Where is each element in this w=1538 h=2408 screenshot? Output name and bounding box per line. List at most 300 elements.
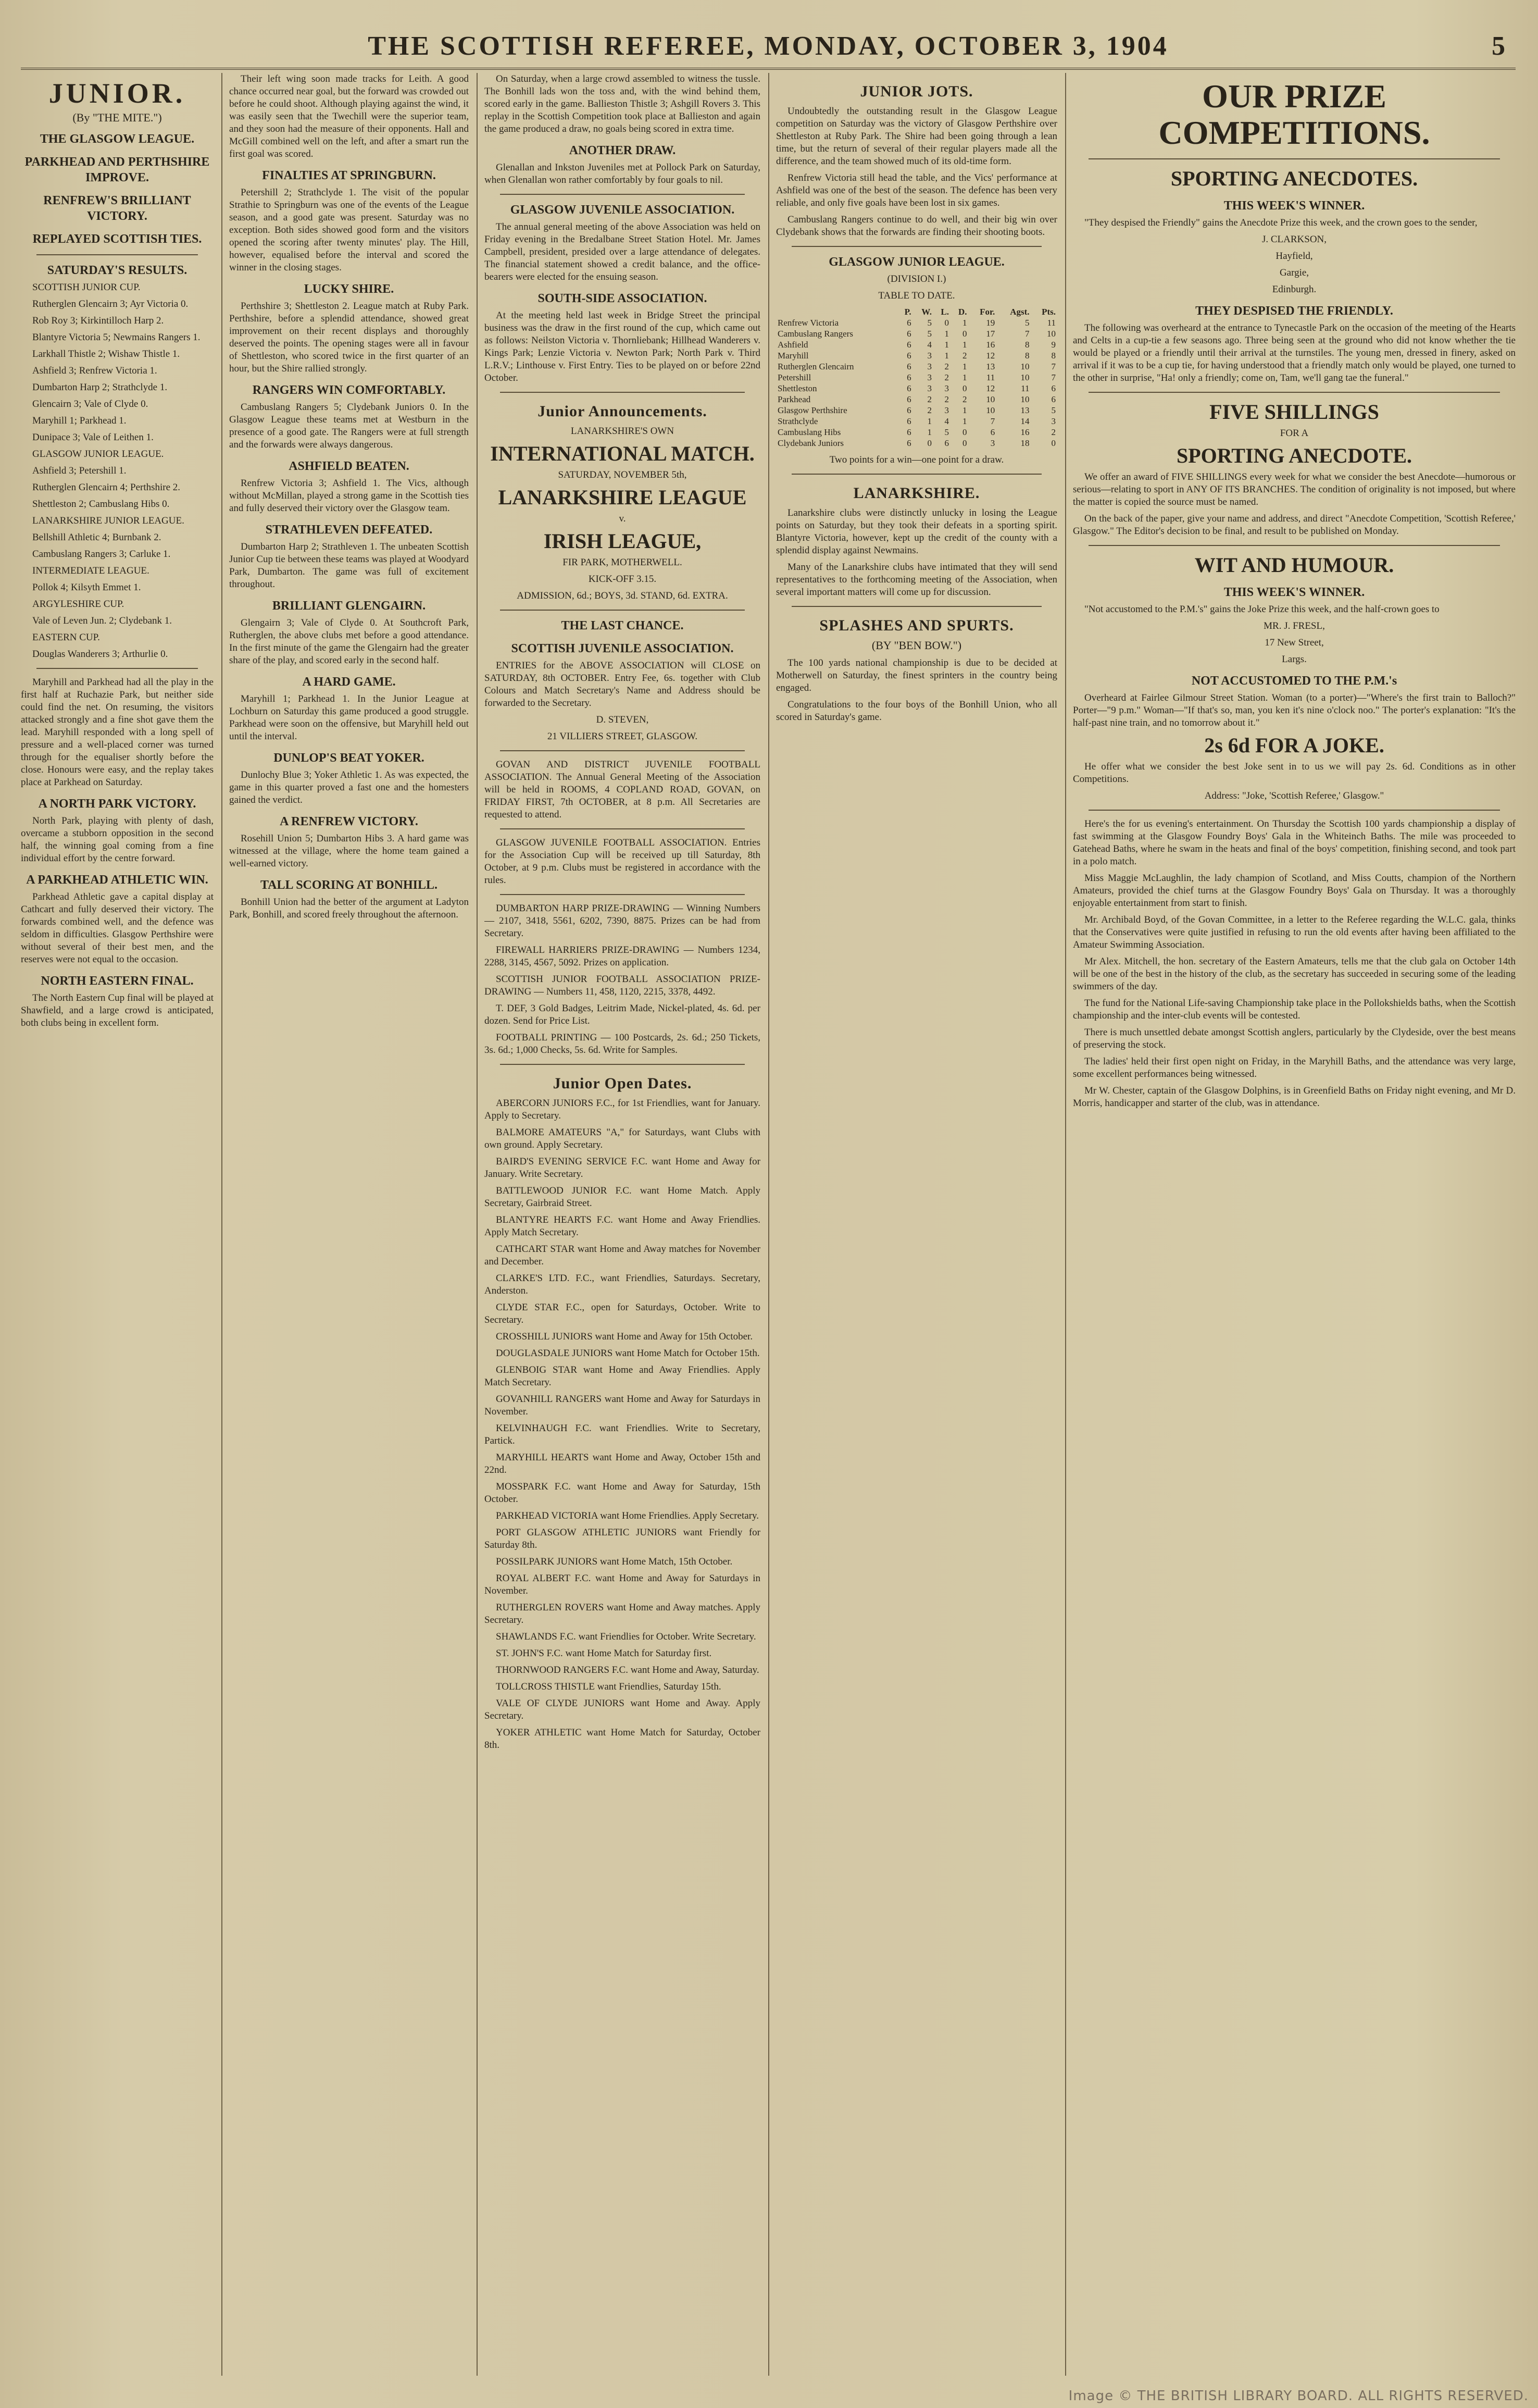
table-cell: 6 bbox=[944, 438, 949, 448]
open-date-item: PORT GLASGOW ATHLETIC JUNIORS want Friendly for Saturday 8th. bbox=[484, 1527, 760, 1550]
open-date-item: VALE OF CLYDE JUNIORS want Home and Away. Apply Secretary. bbox=[484, 1698, 760, 1721]
column-rule bbox=[221, 73, 222, 2376]
story-heading: THEY DESPISED THE FRIENDLY. bbox=[1195, 304, 1393, 318]
open-date-item: BALMORE AMATEURS "A," for Saturdays, want Clubs with own ground. Apply Secretary. bbox=[484, 1127, 760, 1150]
table-cell: 9 bbox=[1051, 340, 1056, 350]
table-cell: 2 bbox=[1051, 427, 1056, 437]
league-table-subheading: (DIVISION I.) bbox=[887, 274, 946, 284]
open-date-item: THORNWOOD RANGERS F.C. want Home and Away, Saturday. bbox=[496, 1665, 759, 1675]
winner-address: 17 New Street, bbox=[1265, 637, 1324, 648]
open-dates-heading: Junior Open Dates. bbox=[553, 1075, 692, 1092]
table-cell: Petershill bbox=[778, 373, 811, 382]
sporting-anecdotes-heading: SPORTING ANECDOTES. bbox=[1170, 167, 1418, 190]
divider bbox=[1089, 158, 1500, 159]
five-footer: On the back of the paper, give your name and address, and direct "Anecdote Competition, 'Scottish Referee,' Glasgow." The Editor's decision to be final, and result to be published on Monday. bbox=[1073, 513, 1516, 537]
open-date-item: BLANTYRE HEARTS F.C. want Home and Away Friendlies. Apply Match Secretary. bbox=[484, 1214, 760, 1238]
table-cell: 5 bbox=[927, 318, 932, 328]
table-cell: 11 bbox=[986, 373, 995, 382]
classified-item: T. DEF, 3 Gold Badges, Leitrim Made, Nickel-plated, 4s. 6d. per dozen. Send for Price List. bbox=[484, 1003, 760, 1026]
table-cell: Parkhead bbox=[778, 394, 811, 404]
headline: RENFREW'S BRILLIANT VICTORY. bbox=[43, 194, 191, 223]
result-line: Vale of Leven Jun. 2; Clydebank 1. bbox=[32, 615, 172, 626]
result-line: SCOTTISH JUNIOR CUP. bbox=[32, 282, 141, 293]
table-cell: 2 bbox=[944, 373, 949, 382]
winner-heading: THIS WEEK'S WINNER. bbox=[1223, 586, 1365, 599]
table-cell: 5 bbox=[1025, 318, 1030, 328]
article-text: Many of the Lanarkshire clubs have intimated that they will send representatives to the forthcoming meeting of the Association, when several important matters will come up for discussion. bbox=[776, 562, 1057, 598]
open-date-item: ROYAL ALBERT F.C. want Home and Away for Saturdays in November. bbox=[484, 1573, 760, 1596]
article-text: Their left wing soon made tracks for Leith. A good chance occurred near goal, but the forward was crowded out before he could shoot. Although playing against the wind, it was easily seen that the Twechill were the superior team, and they soon had the measure of their opponents. Hall and McGill combined well on the left, and after a smart run the first goal was scored. bbox=[229, 73, 469, 159]
divider bbox=[500, 894, 745, 895]
table-column-header: Agst. bbox=[1010, 307, 1030, 317]
article-text: Here's the for us evening's entertainment. On Thursday the Scottish 100 yards championship a display of fast swimming at the Glasgow Foundry Boys' Gala in the Whiteinch Baths. The mile was proceeded to Gatehead Baths, where he swam in the heats and final of the boys' competition, finishing second, and took part in a polo match. bbox=[1073, 818, 1516, 867]
article-text: Glengairn 3; Vale of Clyde 0. At Southcroft Park, Rutherglen, the above clubs met before a good attendance. In the first minute of the game the Glengairn had the greater share of the play, and scored early in the second half. bbox=[229, 617, 469, 666]
result-line: Shettleston 2; Cambuslang Hibs 0. bbox=[32, 499, 170, 510]
winner-name: J. CLARKSON, bbox=[1261, 234, 1327, 245]
result-line: EASTERN CUP. bbox=[32, 632, 100, 643]
result-line: Rutherglen Glencairn 3; Ayr Victoria 0. bbox=[32, 299, 189, 309]
table-cell: 2 bbox=[962, 394, 967, 404]
classified-item: SCOTTISH JUNIOR FOOTBALL ASSOCIATION PRIZE-DRAWING — Numbers 11, 458, 1120, 2215, 3378, 4492. bbox=[484, 974, 760, 997]
table-cell: 12 bbox=[986, 351, 995, 361]
table-cell: 1 bbox=[962, 373, 967, 382]
table-cell: 6 bbox=[907, 362, 911, 371]
article-text: The fund for the National Life-saving Championship take place in the Pollokshields baths, when the Scottish championship and the inter-club events will be contested. bbox=[1073, 998, 1516, 1021]
table-column-header: W. bbox=[921, 307, 932, 317]
winner-name: MR. J. FRESL, bbox=[1264, 620, 1325, 631]
divider bbox=[500, 610, 745, 611]
result-line: Rob Roy 3; Kirkintilloch Harp 2. bbox=[32, 315, 164, 326]
table-row bbox=[776, 317, 1057, 328]
table-cell: 6 bbox=[907, 318, 911, 328]
advert-international-match bbox=[484, 425, 760, 602]
column-prize-competitions bbox=[1073, 73, 1516, 2376]
table-cell: 3 bbox=[944, 383, 949, 393]
article-text: There is much unsettled debate amongst Scottish anglers, particularly by the Clydeside, over the best means of preserving the stock. bbox=[1073, 1027, 1516, 1050]
result-line: Ashfield 3; Petershill 1. bbox=[32, 465, 127, 476]
league-table bbox=[776, 306, 1057, 449]
article-heading: GLASGOW JUVENILE ASSOCIATION. bbox=[510, 203, 735, 217]
article-text: Rosehill Union 5; Dumbarton Hibs 3. A hard game was witnessed at the village, where the home team gained a well-earned victory. bbox=[229, 833, 469, 869]
table-cell: 1 bbox=[944, 340, 949, 350]
table-row bbox=[776, 339, 1057, 350]
table-cell: 1 bbox=[962, 405, 967, 415]
result-line: Rutherglen Glencairn 4; Perthshire 2. bbox=[32, 482, 181, 493]
ad-line: FIR PARK, MOTHERWELL. bbox=[562, 557, 682, 568]
table-cell: 1 bbox=[962, 340, 967, 350]
table-cell: 5 bbox=[944, 427, 949, 437]
article-heading: RANGERS WIN COMFORTABLY. bbox=[252, 383, 446, 397]
table-cell: 1 bbox=[927, 416, 932, 426]
table-cell: 10 bbox=[1020, 394, 1030, 404]
table-cell: 1 bbox=[962, 416, 967, 426]
table-cell: Glasgow Perthshire bbox=[778, 405, 847, 415]
table-cell: 2 bbox=[944, 394, 949, 404]
table-cell: 10 bbox=[1047, 329, 1056, 339]
table-cell: 1 bbox=[927, 427, 932, 437]
result-line: ARGYLESHIRE CUP. bbox=[32, 599, 124, 610]
result-line: Cambuslang Rangers 3; Carluke 1. bbox=[32, 549, 171, 560]
table-cell: 0 bbox=[1051, 438, 1056, 448]
ad-line: LANARKSHIRE'S OWN bbox=[570, 426, 674, 437]
article-text: Perthshire 3; Shettleston 2. League match at Ruby Park. Perthshire, before a splendid attendance, showed great improvement on their recent displays and thoroughly deserved the points. The opening stages were all in favour of Shettleston, who scored twice in the first quarter of an hour, but the Shire rallied strongly. bbox=[229, 301, 469, 374]
table-cell: 14 bbox=[1020, 416, 1030, 426]
divider bbox=[500, 1064, 745, 1065]
table-cell: 0 bbox=[962, 383, 967, 393]
winner-intro: "Not accustomed to the P.M.'s" gains the Joke Prize this week, and the half-crown goes to bbox=[1084, 604, 1440, 615]
table-cell: 3 bbox=[927, 362, 932, 371]
story-text: The following was overheard at the entrance to Tynecastle Park on the occasion of the meeting of the Hearts and Celts in a cup-tie a few seasons ago. Three being seen at the ground who did not know whether the tie would be played or a friendly until their arrival at the turnstiles. The young men, dressed in finery, asked on arrival if it was to be a cup tie, for having understood that a friendly match only would be played, one turned to the other in surprise, "Ha! only a friendly; come on, Tam, we'll gang tae the funeral." bbox=[1073, 322, 1516, 383]
winner-intro: "They despised the Friendly" gains the Anecdote Prize this week, and the crown goes to the sender, bbox=[1084, 217, 1478, 228]
result-line: Dumbarton Harp 2; Strathclyde 1. bbox=[32, 382, 168, 393]
result-line: LANARKSHIRE JUNIOR LEAGUE. bbox=[32, 515, 184, 526]
table-cell: 2 bbox=[962, 351, 967, 361]
ad-team: IRISH LEAGUE, bbox=[543, 529, 702, 553]
byline: (By "THE MITE.") bbox=[72, 111, 162, 124]
table-cell: 0 bbox=[927, 438, 932, 448]
headline: PARKHEAD AND PERTHSHIRE IMPROVE. bbox=[24, 155, 210, 184]
article-text: The 100 yards national championship is due to be decided at Motherwell on Saturday, the finest sprinters in the country being engaged. bbox=[776, 657, 1057, 693]
divider bbox=[500, 194, 745, 195]
article-heading: BRILLIANT GLENGAIRN. bbox=[272, 599, 426, 613]
table-cell: 0 bbox=[944, 318, 949, 328]
joke-address: Address: "Joke, 'Scottish Referee,' Glasgow." bbox=[1204, 790, 1384, 801]
table-row bbox=[776, 394, 1057, 405]
article-text: The North Eastern Cup final will be played at Shawfield, and a large crowd is anticipated, both clubs being in excellent form. bbox=[21, 992, 214, 1028]
table-cell: 1 bbox=[944, 351, 949, 361]
table-row bbox=[776, 438, 1057, 449]
article-text: Dumbarton Harp 2; Strathleven 1. The unbeaten Scottish Junior Cup tie between these teams was played at Woodyard Park, Dumbarton. The game was full of excitement throughout. bbox=[229, 541, 469, 590]
table-cell: 16 bbox=[986, 340, 995, 350]
table-cell: Cambuslang Hibs bbox=[778, 427, 841, 437]
result-line: Dunipace 3; Vale of Leithen 1. bbox=[32, 432, 154, 443]
league-table-note: Two points for a win—one point for a draw. bbox=[829, 454, 1004, 465]
table-cell: 13 bbox=[986, 362, 995, 371]
table-column-header: For. bbox=[980, 307, 995, 317]
classified-item: FOOTBALL PRINTING — 100 Postcards, 2s. 6d.; 250 Tickets, 3s. 6d.; 1,000 Checks, 5s. 6d. Write for Samples. bbox=[484, 1032, 760, 1056]
classified-item: DUMBARTON HARP PRIZE-DRAWING — Winning Numbers — 2107, 3418, 5561, 6202, 7390, 8875. Prizes can be had from Secretary. bbox=[484, 903, 760, 939]
article-text: Cambuslang Rangers continue to do well, and their big win over Clydebank shows that the forwards are finding their shooting boots. bbox=[776, 214, 1057, 238]
ad-line: KICK-OFF 3.15. bbox=[588, 574, 657, 585]
table-cell: 6 bbox=[907, 438, 911, 448]
open-date-item: CLARKE'S LTD. F.C., want Friendlies, Saturdays. Secretary, Anderston. bbox=[484, 1273, 760, 1296]
classified-item: FIREWALL HARRIERS PRIZE-DRAWING — Numbers 1234, 2288, 3145, 4567, 5092. Prizes on application. bbox=[484, 945, 760, 968]
league-table-body bbox=[776, 317, 1057, 449]
table-cell: 8 bbox=[1051, 351, 1056, 361]
ad-line: ADMISSION, 6d.; BOYS, 3d. STAND, 6d. EXTRA. bbox=[517, 590, 728, 601]
ad-line: D. STEVEN, bbox=[596, 714, 649, 725]
table-cell: 6 bbox=[1051, 383, 1056, 393]
page-number: 5 bbox=[1492, 31, 1505, 61]
article-heading: LUCKY SHIRE. bbox=[304, 282, 394, 296]
winner-heading: THIS WEEK'S WINNER. bbox=[1223, 199, 1365, 213]
headline: THE GLASGOW LEAGUE. bbox=[40, 132, 195, 146]
table-cell: 7 bbox=[1051, 362, 1056, 371]
table-cell: 17 bbox=[986, 329, 995, 339]
table-cell: Shettleston bbox=[778, 383, 817, 393]
column-junior-jots bbox=[776, 73, 1057, 2376]
section-title-junior-jots: JUNIOR JOTS. bbox=[860, 83, 973, 100]
ad-line: v. bbox=[619, 513, 626, 524]
table-cell: 1 bbox=[944, 329, 949, 339]
divider bbox=[36, 254, 198, 255]
divider bbox=[1089, 810, 1500, 811]
masthead-title: THE SCOTTISH REFEREE, MONDAY, OCTOBER 3, 1904 bbox=[368, 31, 1169, 61]
article-heading: DUNLOP'S BEAT YOKER. bbox=[273, 751, 424, 765]
classified-list bbox=[484, 902, 760, 1057]
open-date-item: ABERCORN JUNIORS F.C., for 1st Friendlies, want for January. Apply to Secretary. bbox=[484, 1098, 760, 1121]
league-table-header bbox=[776, 306, 1057, 317]
open-date-item: BATTLEWOOD JUNIOR F.C. want Home Match. Apply Secretary, Gairbraid Street. bbox=[484, 1185, 760, 1209]
joke-prize-heading: 2s 6d FOR A JOKE. bbox=[1204, 734, 1384, 757]
table-cell: 10 bbox=[986, 394, 995, 404]
article-heading: STRATHLEVEN DEFEATED. bbox=[265, 523, 433, 537]
table-column-header: P. bbox=[904, 307, 911, 317]
announcements-heading: Junior Announcements. bbox=[537, 403, 707, 420]
winner-address: Hayfield, bbox=[1276, 251, 1313, 262]
table-cell: 3 bbox=[927, 383, 932, 393]
table-column-header: L. bbox=[941, 307, 949, 317]
open-date-item: GLENBOIG STAR want Home and Away Friendlies. Apply Match Secretary. bbox=[484, 1364, 760, 1388]
ad-body: ENTRIES for the ABOVE ASSOCIATION will CLOSE on SATURDAY, 8th OCTOBER. Entry Fee, 6s. together with Club Colours and Match Secretary's Name and Address should be forwarded to the Secretary. bbox=[484, 660, 760, 709]
result-line: Maryhill 1; Parkhead 1. bbox=[32, 415, 127, 426]
table-cell: 10 bbox=[1020, 362, 1030, 371]
article-heading: SOUTH-SIDE ASSOCIATION. bbox=[537, 292, 707, 305]
table-cell: 6 bbox=[907, 340, 911, 350]
result-line: Larkhall Thistle 2; Wishaw Thistle 1. bbox=[32, 349, 180, 359]
table-cell: 6 bbox=[907, 329, 911, 339]
table-cell: 6 bbox=[907, 416, 911, 426]
result-line: Douglas Wanderers 3; Arthurlie 0. bbox=[32, 649, 168, 660]
table-cell: Rutherglen Glencairn bbox=[778, 362, 854, 371]
article-text: Mr W. Chester, captain of the Glasgow Dolphins, is in Greenfield Baths on Friday night evening, and Mr D. Morris, handicapper and starter of the club, was in attendance. bbox=[1073, 1085, 1516, 1109]
ad-line: 21 VILLIERS STREET, GLASGOW. bbox=[547, 731, 698, 742]
article-text: The annual general meeting of the above Association was held on Friday evening in the Bredalbane Street Station Hotel. Mr. James Campbell, president, presided over a large attendance of delegates. The financial statement showed a credit balance, and the office-bearers were elected for the ensuing season. bbox=[484, 221, 760, 282]
table-cell: 3 bbox=[990, 438, 995, 448]
open-date-item: SHAWLANDS F.C. want Friendlies for October. Write Secretary. bbox=[496, 1631, 756, 1642]
ad-glasgow-juvenile: GLASGOW JUVENILE FOOTBALL ASSOCIATION. Entries for the Association Cup will be received up till Saturday, 8th October, at 9 p.m. Clubs must be registered in accordance with the rules. bbox=[484, 837, 760, 886]
table-row bbox=[776, 328, 1057, 339]
open-date-item: MARYHILL HEARTS want Home and Away, October 15th and 22nd. bbox=[484, 1452, 760, 1475]
table-cell: Strathclyde bbox=[778, 416, 818, 426]
article-text: Mr Alex. Mitchell, the hon. secretary of the Eastern Amateurs, tells me that the club gala on October 14th will be one of the best in the history of the club, as the secretary has succeeded in securing some of the leading swimmers of the day. bbox=[1073, 956, 1516, 992]
article-text: Lanarkshire clubs were distinctly unlucky in losing the League points on Saturday, but they took their defeats in a sporting spirit. Blantyre Victoria, however, kept up the credit of the county with a splendid display against Newmains. bbox=[776, 507, 1057, 556]
article-text: Congratulations to the four boys of the Bonhill Union, who all scored in Saturday's game. bbox=[776, 699, 1057, 723]
table-row bbox=[776, 405, 1057, 416]
column-rule bbox=[768, 73, 769, 2376]
column-match-reports bbox=[229, 73, 469, 2376]
article-text: Renfrew Victoria 3; Ashfield 1. The Vics, although without McMillan, played a strong game in the Scottish ties and fully deserved their victory over the Glasgow team. bbox=[229, 478, 469, 514]
headline: REPLAYED SCOTTISH TIES. bbox=[32, 232, 202, 246]
table-row bbox=[776, 361, 1057, 372]
table-cell: 3 bbox=[1051, 416, 1056, 426]
results-list bbox=[21, 281, 214, 661]
table-cell: 6 bbox=[907, 373, 911, 382]
table-cell: 2 bbox=[944, 362, 949, 371]
lanarkshire-heading: LANARKSHIRE. bbox=[853, 485, 980, 502]
column-announcements bbox=[484, 73, 760, 2376]
article-text: Miss Maggie McLaughlin, the lady champion of Scotland, and Miss Coutts, champion of the Northern Amateurs, provided the chief turns at the Glasgow Foundry Boys' Gala on Thursday. It was a thoroughly enjoyable entertainment from start to finish. bbox=[1073, 873, 1516, 909]
result-line: Blantyre Victoria 5; Newmains Rangers 1. bbox=[32, 332, 201, 343]
joke-heading: NOT ACCUSTOMED TO THE P.M.'s bbox=[1191, 674, 1397, 688]
table-cell: 4 bbox=[927, 340, 932, 350]
table-cell: 6 bbox=[907, 351, 911, 361]
table-cell: 6 bbox=[1051, 394, 1056, 404]
joke-text: Overheard at Fairlee Gilmour Street Station. Woman (to a porter)—"Where's the first train to Balloch?" Porter—"9 p.m." Woman—"If that's so, man, you ken it's nine o'clock noo." The porter's explanation: "It's the half-past nine train, and no tomorrow about it." bbox=[1073, 692, 1516, 728]
table-cell: 2 bbox=[927, 405, 932, 415]
table-cell: 8 bbox=[1025, 340, 1030, 350]
divider bbox=[792, 474, 1042, 475]
table-cell: 4 bbox=[944, 416, 949, 426]
open-date-item: BAIRD'S EVENING SERVICE F.C. want Home and Away for January. Write Secretary. bbox=[484, 1156, 760, 1180]
table-cell: 0 bbox=[962, 329, 967, 339]
article-text: At the meeting held last week in Bridge Street the principal business was the draw in the first round of the cup, which came out as follows: Neilston Victoria v. Thornliebank; Hillhead Wanderers v. Kings Park; Lenzie Victoria v. Newton Park; North Park v. Third L.R.V.; Linthouse v. First Entry. Ties to be played on or before 22nd October. bbox=[484, 310, 760, 383]
open-date-item: YOKER ATHLETIC want Home Match for Saturday, October 8th. bbox=[484, 1727, 760, 1751]
article-text: Maryhill and Parkhead had all the play in the first half at Ruchazie Park, but neither side could find the net. On resuming, the visitors attacked strongly and a fine shot gave them the lead. Maryhill responded with a long spell of pressure and a well-placed corner was turned through for the equaliser shortly before the close. Honours were easy, and the replay takes place at Parkhead on Saturday. bbox=[21, 677, 214, 788]
table-row bbox=[776, 350, 1057, 361]
table-cell: 3 bbox=[944, 405, 949, 415]
result-line: Glencairn 3; Vale of Clyde 0. bbox=[32, 399, 148, 409]
result-line: GLASGOW JUNIOR LEAGUE. bbox=[32, 449, 164, 460]
table-row bbox=[776, 427, 1057, 438]
article-text: Bonhill Union had the better of the argument at Ladyton Park, Bonhill, and scored freely throughout the afternoon. bbox=[229, 897, 469, 920]
table-cell: 11 bbox=[1021, 383, 1030, 393]
sporting-anecdote-heading: SPORTING ANECDOTE. bbox=[1176, 444, 1412, 467]
open-date-item: CLYDE STAR F.C., open for Saturdays, October. Write to Secretary. bbox=[484, 1302, 760, 1325]
table-cell: 16 bbox=[1020, 427, 1030, 437]
article-text: Cambuslang Rangers 5; Clydebank Juniors 0. In the Glasgow League these teams met at Westburn in the presence of a good gate. The Rangers were at full strength and the forwards were always dangerous. bbox=[229, 402, 469, 450]
splashes-heading: SPLASHES AND SPURTS. bbox=[819, 617, 1014, 634]
table-cell: 7 bbox=[990, 416, 995, 426]
table-cell: 6 bbox=[907, 394, 911, 404]
article-heading: A PARKHEAD ATHLETIC WIN. bbox=[26, 873, 208, 887]
table-cell: 13 bbox=[1020, 405, 1030, 415]
table-cell: Renfrew Victoria bbox=[778, 318, 839, 328]
table-cell: 12 bbox=[986, 383, 995, 393]
ad-govan: GOVAN AND DISTRICT JUVENILE FOOTBALL ASSOCIATION. The Annual General Meeting of the Association will be held in ROOMS, 4 COPLAND ROAD, GOVAN, on FRIDAY FIRST, 7th OCTOBER, at 8 p.m. All Secretaries are requested to attend. bbox=[484, 759, 760, 820]
article-text: North Park, playing with plenty of dash, overcame a stubborn opposition in the second half, the winning goal coming from a fine individual effort by the centre forward. bbox=[21, 815, 214, 864]
masthead bbox=[21, 29, 1516, 70]
divider bbox=[36, 668, 198, 669]
ad-title: THE LAST CHANCE. bbox=[561, 619, 684, 632]
table-column-header: Pts. bbox=[1042, 307, 1056, 317]
table-cell: Clydebank Juniors bbox=[778, 438, 844, 448]
column-rule bbox=[477, 73, 478, 2376]
table-cell: 10 bbox=[986, 405, 995, 415]
league-table-heading: GLASGOW JUNIOR LEAGUE. bbox=[829, 255, 1005, 269]
article-heading: TALL SCORING AT BONHILL. bbox=[260, 878, 438, 892]
divider bbox=[500, 828, 745, 829]
article-text: Parkhead Athletic gave a capital display at Cathcart and fully deserved their victory. The forwards combined well, and the defence was seldom in difficulties. Glasgow Perthshire were without several of their best men, and the reserves were not equal to the occasion. bbox=[21, 891, 214, 965]
five-for: FOR A bbox=[1280, 428, 1309, 439]
open-date-item: TOLLCROSS THISTLE want Friendlies, Saturday 15th. bbox=[496, 1681, 721, 1692]
table-cell: Ashfield bbox=[778, 340, 808, 350]
table-row bbox=[776, 372, 1057, 383]
table-cell: 7 bbox=[1051, 373, 1056, 382]
table-cell: 6 bbox=[907, 405, 911, 415]
article-heading: FINALTIES AT SPRINGBURN. bbox=[262, 169, 436, 182]
column-junior bbox=[21, 73, 214, 2376]
joke-rules: He offer what we consider the best Joke sent in to us we will pay 2s. 6d. Conditions as in other Competitions. bbox=[1073, 761, 1516, 785]
table-cell: 6 bbox=[907, 383, 911, 393]
divider bbox=[792, 606, 1042, 607]
open-dates-list bbox=[484, 1097, 760, 1752]
open-date-item: GOVANHILL RANGERS want Home and Away for Saturdays in November. bbox=[484, 1394, 760, 1417]
article-heading: A NORTH PARK VICTORY. bbox=[38, 797, 196, 811]
table-cell: Cambuslang Rangers bbox=[778, 329, 853, 339]
table-cell: 5 bbox=[927, 329, 932, 339]
table-cell: 1 bbox=[962, 362, 967, 371]
article-heading: A HARD GAME. bbox=[302, 675, 396, 689]
table-row bbox=[776, 416, 1057, 427]
article-text: Petershill 2; Strathclyde 1. The visit of the popular Strathie to Springburn was one of the events of the League season, and a good gate was present. Saturday was no exception. Both sides showed good form and the visitors opened the scoring after twenty minutes' play. The Hill, however, equalised before the interval and scored the winner in the closing stages. bbox=[229, 187, 469, 273]
article-text: Maryhill 1; Parkhead 1. In the Junior League at Lochburn on Saturday this game produced a good struggle. Parkhead were soon on the offensive, but Maryhill held out until the interval. bbox=[229, 693, 469, 742]
table-cell: Maryhill bbox=[778, 351, 809, 361]
article-text: Undoubtedly the outstanding result in the Glasgow League competition on Saturday was the victory of Glasgow Perthshire over Shettleston at Ruby Park. The Shire had been going through a lean time, but the return of several of their regular players made all the difference, and the team showed much of its old-time form. bbox=[776, 106, 1057, 167]
table-cell: 11 bbox=[1047, 318, 1056, 328]
table-cell: 3 bbox=[927, 351, 932, 361]
open-date-item: RUTHERGLEN ROVERS want Home and Away matches. Apply Secretary. bbox=[484, 1602, 760, 1625]
advert-last-chance bbox=[484, 618, 760, 743]
result-line: Ashfield 3; Renfrew Victoria 1. bbox=[32, 365, 157, 376]
ad-team: LANARKSHIRE LEAGUE bbox=[498, 486, 747, 509]
column-rule bbox=[1065, 73, 1066, 2376]
table-cell: 1 bbox=[962, 318, 967, 328]
section-title-junior: JUNIOR. bbox=[48, 78, 186, 109]
article-heading: ANOTHER DRAW. bbox=[569, 144, 676, 157]
table-cell: 3 bbox=[927, 373, 932, 382]
divider bbox=[500, 750, 745, 751]
table-column-header: D. bbox=[958, 307, 967, 317]
winner-address: Edinburgh. bbox=[1272, 284, 1317, 295]
table-cell: 6 bbox=[907, 427, 911, 437]
open-date-item: DOUGLASDALE JUNIORS want Home Match for October 15th. bbox=[496, 1348, 760, 1359]
open-date-item: MOSSPARK F.C. want Home and Away for Saturday, 15th October. bbox=[484, 1481, 760, 1505]
table-cell: 8 bbox=[1025, 351, 1030, 361]
article-heading: A RENFREW VICTORY. bbox=[280, 815, 418, 828]
article-heading: NORTH EASTERN FINAL. bbox=[41, 974, 194, 988]
table-column-header bbox=[776, 306, 897, 317]
article-text: On Saturday, when a large crowd assembled to witness the tussle. The Bonhill lads won the toss and, with the wind behind them, scored early in the game. Ballieston Thistle 3; Ashgill Rovers 3. This replay in the Scottish Competition took place at Ballieston and again the game produced a draw, no goals being scored in extra time. bbox=[484, 73, 760, 134]
winner-address: Gargie, bbox=[1279, 267, 1309, 278]
table-cell: 5 bbox=[1051, 405, 1056, 415]
open-date-item: POSSILPARK JUNIORS want Home Match, 15th October. bbox=[496, 1556, 733, 1567]
open-date-item: CROSSHILL JUNIORS want Home and Away for 15th October. bbox=[496, 1331, 753, 1342]
result-line: INTERMEDIATE LEAGUE. bbox=[32, 565, 149, 576]
wit-humour-heading: WIT AND HUMOUR. bbox=[1194, 553, 1394, 577]
divider bbox=[1089, 392, 1500, 393]
table-cell: 0 bbox=[962, 427, 967, 437]
article-text: Renfrew Victoria still head the table, and the Vics' performance at Ashfield was one of the best of the season. The defence has been very reliable, and only five goals have been lost in six games. bbox=[776, 172, 1057, 208]
open-date-item: PARKHEAD VICTORIA want Home Friendlies. Apply Secretary. bbox=[496, 1510, 759, 1521]
table-cell: 2 bbox=[927, 394, 932, 404]
table-cell: 18 bbox=[1020, 438, 1030, 448]
table-cell: 6 bbox=[990, 427, 995, 437]
article-text: The ladies' held their first open night on Friday, in the Maryhill Baths, and the attendance was very large, some excellent performances being witnessed. bbox=[1073, 1056, 1516, 1079]
ad-line: SATURDAY, NOVEMBER 5th, bbox=[558, 469, 687, 480]
result-line: Pollok 4; Kilsyth Emmet 1. bbox=[32, 582, 141, 593]
table-cell: 19 bbox=[986, 318, 995, 328]
ad-org: SCOTTISH JUVENILE ASSOCIATION. bbox=[511, 642, 734, 655]
divider bbox=[792, 246, 1042, 247]
divider bbox=[1089, 545, 1500, 546]
divider bbox=[500, 392, 745, 393]
byline: (BY "BEN BOW.") bbox=[871, 639, 962, 652]
article-text: Mr. Archibald Boyd, of the Govan Committee, in a letter to the Referee regarding the W.L.C. gala, thinks that the Conservatives were quite justified in refusing to run the old events after having been affiliated to the Amateur Swimming Association. bbox=[1073, 914, 1516, 950]
league-table-subheading: TABLE TO DATE. bbox=[878, 290, 955, 301]
winner-address: Largs. bbox=[1282, 654, 1307, 665]
table-row bbox=[776, 383, 1057, 394]
